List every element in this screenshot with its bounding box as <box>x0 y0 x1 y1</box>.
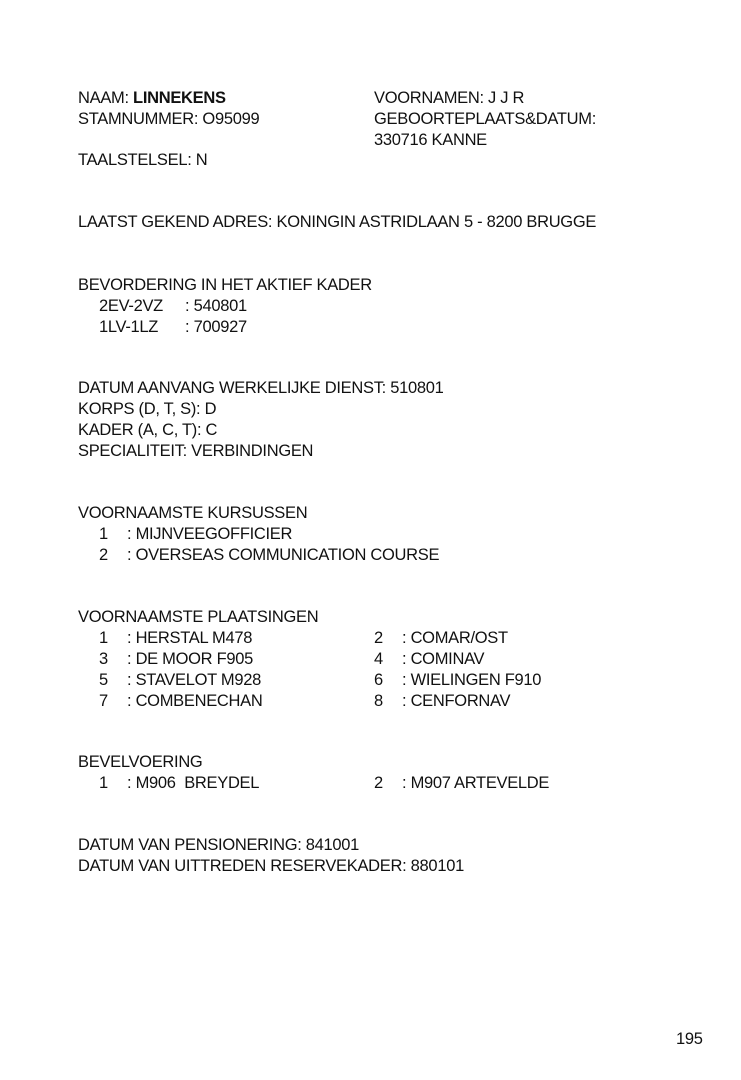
plaatsing-text: : CENFORNAV <box>402 692 511 710</box>
aanvang-line: DATUM AANVANG WERKELIJKE DIENST: 510801 <box>78 379 444 397</box>
bevelvoering-number: 1 <box>99 774 108 792</box>
bevelvoering-item <box>374 773 549 794</box>
plaatsing-text: : WIELINGEN F910 <box>402 671 542 689</box>
plaatsing-number: 6 <box>374 671 383 689</box>
geboorte-label: GEBOORTEPLAATS&DATUM: <box>374 110 596 128</box>
plaatsing-row <box>78 649 678 670</box>
bevordering-date: : 700927 <box>185 318 247 336</box>
plaatsing-item <box>78 628 252 649</box>
plaatsing-item <box>374 691 510 712</box>
plaatsing-number: 4 <box>374 650 383 668</box>
adres-line: LAATST GEKEND ADRES: KONINGIN ASTRIDLAAN 5 - 8200 BRUGGE <box>78 213 597 231</box>
kursus-number: 2 <box>99 546 108 564</box>
specialiteit-line: SPECIALITEIT: VERBINDINGEN <box>78 442 314 460</box>
naam-label: NAAM: <box>78 89 134 107</box>
uittreden-line: DATUM VAN UITTREDEN RESERVEKADER: 880101 <box>78 857 464 875</box>
stamnummer-line: STAMNUMMER: O95099 <box>78 110 260 128</box>
plaatsing-number: 8 <box>374 692 383 710</box>
taalstelsel-line: TAALSTELSEL: N <box>78 151 208 169</box>
pensioen-section <box>78 835 464 877</box>
kursussen-title: VOORNAAMSTE KURSUSSEN <box>78 504 308 522</box>
bevordering-section <box>78 275 372 338</box>
bevelvoering-number: 2 <box>374 774 383 792</box>
bevelvoering-text: : M907 ARTEVELDE <box>402 774 550 792</box>
korps-line: KORPS (D, T, S): D <box>78 400 217 418</box>
bevordering-rank: 2EV-2VZ <box>99 297 163 315</box>
geboorte-value: 330716 KANNE <box>374 131 487 149</box>
plaatsing-item <box>374 670 541 691</box>
plaatsing-number: 5 <box>99 671 108 689</box>
kader-line: KADER (A, C, T): C <box>78 421 218 439</box>
plaatsing-text: : COMBENECHAN <box>127 692 263 710</box>
bevordering-rank: 1LV-1LZ <box>99 318 159 336</box>
plaatsing-number: 7 <box>99 692 108 710</box>
voornamen-line: VOORNAMEN: J J R <box>374 89 525 107</box>
plaatsing-item <box>78 649 253 670</box>
bevelvoering-text: : M906 BREYDEL <box>127 774 260 792</box>
plaatsingen-section <box>78 607 678 712</box>
naam-line <box>78 88 226 109</box>
plaatsing-number: 2 <box>374 629 383 647</box>
plaatsing-text: : HERSTAL M478 <box>127 629 253 647</box>
kursus-text: : OVERSEAS COMMUNICATION COURSE <box>127 546 440 564</box>
plaatsing-item <box>78 691 262 712</box>
kursussen-section <box>78 503 439 566</box>
plaatsing-text: : COMINAV <box>402 650 485 668</box>
naam-value: LINNEKENS <box>133 89 226 107</box>
plaatsing-number: 1 <box>99 629 108 647</box>
plaatsing-text: : COMAR/OST <box>402 629 508 647</box>
bevordering-date: : 540801 <box>185 297 247 315</box>
kursus-item <box>78 545 439 566</box>
plaatsing-text: : DE MOOR F905 <box>127 650 253 668</box>
bevordering-title: BEVORDERING IN HET AKTIEF KADER <box>78 276 372 294</box>
pensionering-line: DATUM VAN PENSIONERING: 841001 <box>78 836 360 854</box>
bevelvoering-item <box>78 773 259 794</box>
plaatsing-text: : STAVELOT M928 <box>127 671 261 689</box>
plaatsing-item <box>374 628 508 649</box>
kursus-item <box>78 524 439 545</box>
kursus-number: 1 <box>99 525 108 543</box>
plaatsing-item <box>78 670 261 691</box>
plaatsingen-title: VOORNAAMSTE PLAATSINGEN <box>78 608 319 626</box>
plaatsing-row <box>78 670 678 691</box>
plaatsing-row <box>78 628 678 649</box>
plaatsing-item <box>374 649 484 670</box>
plaatsing-number: 3 <box>99 650 108 668</box>
bevordering-row <box>78 317 372 338</box>
bevelvoering-row <box>78 773 678 794</box>
kursus-text: : MIJNVEEGOFFICIER <box>127 525 293 543</box>
dienst-section <box>78 378 443 462</box>
bevelvoering-section <box>78 752 678 794</box>
bevordering-row <box>78 296 372 317</box>
page-number: 195 <box>676 1030 703 1048</box>
plaatsing-row <box>78 691 678 712</box>
bevelvoering-title: BEVELVOERING <box>78 753 203 771</box>
